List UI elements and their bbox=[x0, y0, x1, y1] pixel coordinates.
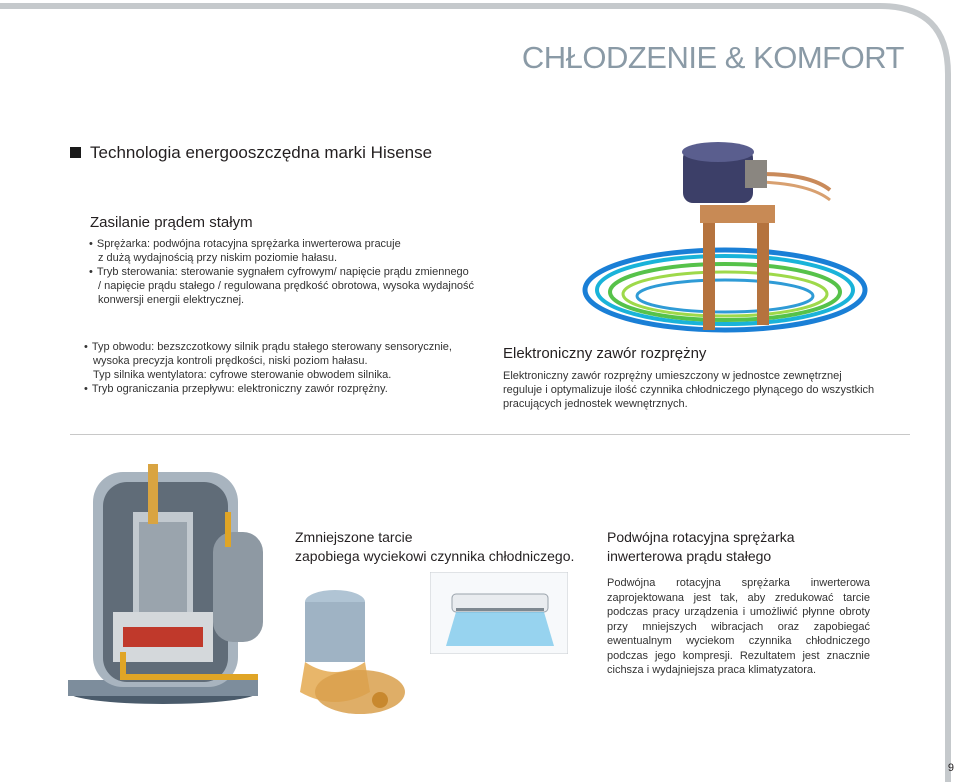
friction-detail-image bbox=[290, 572, 410, 717]
valve-description bbox=[503, 369, 913, 411]
compressor-description: Podwójna rotacyjna sprężarka inwerterowa zaprojektowana jest tak, aby zredukować tarcie podczas pracy urządzenia i umożliwić płynne obroty przy mniejszych wibracjach oraz zapobiegać ewentualnym wyciekom czynnika chłodniczego podczas jego kompresji. Rezultatem jest znacznie cichsza i wydajniejsza praca klimatyzatora. bbox=[607, 577, 870, 676]
expansion-valve-image bbox=[575, 130, 875, 345]
friction-caption-line-2: zapobiega wyciekowi czynnika chłodniczego. bbox=[295, 548, 575, 564]
motor-list bbox=[84, 340, 504, 396]
dc-power-bullet-2-cont: / napięcie prądu stałego / regulowana prędkość obrotowa, wysoka wydajność bbox=[98, 280, 475, 292]
air-conditioner-image bbox=[430, 572, 568, 654]
motor-bullet-2: • Tryb ograniczania przepływu: elektroniczny zawór rozprężny. bbox=[84, 382, 504, 396]
dc-power-bullet-2-cont2: konwersji energii elektrycznej. bbox=[98, 294, 245, 306]
compressor-title-line-2: inwerterowa prądu stałego bbox=[607, 548, 772, 564]
motor-line-3: Typ silnika wentylatora: cyfrowe sterowanie obwodem silnika. bbox=[93, 369, 392, 381]
motor-bullet-1-cont: wysoka precyzja kontroli prędkości, niski poziom hałasu. bbox=[93, 355, 368, 367]
dc-power-bullet-1-cont: z dużą wydajnością przy niskim poziomie hałasu. bbox=[98, 252, 338, 264]
motor-bullet-1: • Typ obwodu: bezszczotkowy silnik prądu stałego sterowany sensorycznie, bbox=[84, 340, 504, 354]
friction-caption-line-1: Zmniejszone tarcie bbox=[295, 529, 413, 545]
friction-caption bbox=[295, 528, 574, 566]
compressor-image bbox=[63, 452, 278, 717]
section-heading bbox=[70, 143, 432, 163]
section-heading-text: Technologia energooszczędna marki Hisense bbox=[90, 143, 433, 162]
page-number: 9 bbox=[947, 762, 954, 774]
square-bullet-icon bbox=[70, 147, 81, 158]
valve-desc-line-2: reguluje i optymalizuje ilość czynnika chłodniczego płynącego do wszystkich bbox=[503, 384, 875, 396]
page-title: CHŁODZENIE & KOMFORT bbox=[521, 40, 904, 75]
dc-power-bullet-1: • Sprężarka: podwójna rotacyjna sprężarka inwerterowa pracuje bbox=[89, 237, 519, 251]
valve-desc-line-1: Elektroniczny zawór rozprężny umieszczony w jednostce zewnętrznej bbox=[503, 370, 842, 382]
valve-title: Elektroniczny zawór rozprężny bbox=[503, 345, 707, 362]
compressor-title-line-1: Podwójna rotacyjna sprężarka bbox=[607, 529, 795, 545]
section-divider bbox=[70, 434, 910, 435]
dc-power-bullet-2: • Tryb sterowania: sterowanie sygnałem cyfrowym/ napięcie prądu zmiennego bbox=[89, 265, 519, 279]
dc-power-title: Zasilanie prądem stałym bbox=[90, 214, 253, 231]
compressor-title bbox=[607, 528, 795, 566]
valve-desc-line-3: pracujących jednostek wewnętrznych. bbox=[503, 398, 688, 410]
dc-power-list bbox=[89, 237, 519, 307]
